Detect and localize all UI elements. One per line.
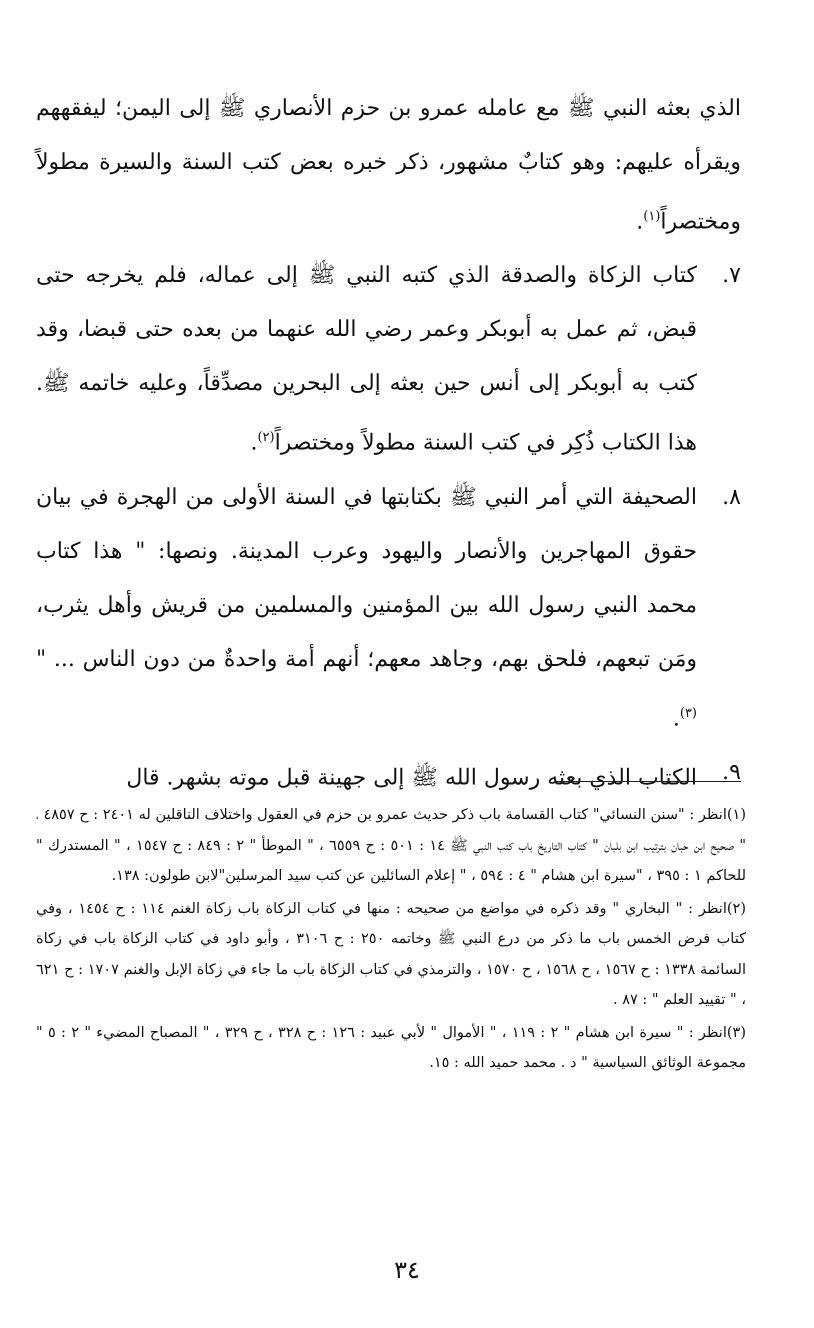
item-body: كتاب الزكاة والصدقة الذي كتبه النبي ﷺ إلى عماله، فلم يخرجه حتى قبض، ثم عمل به أبوبكر وعمر رضي الله عنهما من بعده حتى قبضا، وقد كتب به أبوبكر إلى أنس حين بعثه إلى البحرين مصدِّقاً، وعليه خاتمه ﷺ. هذا الكتاب ذُكِر في كتب السنة مطولاً ومختصراً bbox=[36, 263, 697, 456]
footnotes bbox=[36, 800, 746, 1081]
list-item bbox=[36, 746, 741, 805]
item-number: ٩. bbox=[722, 759, 741, 785]
footnote bbox=[36, 1018, 746, 1079]
list-item bbox=[36, 249, 741, 470]
footnote-text: انظر : "سنن النسائي" كتاب القسامة باب ذكر حديث عمرو بن حزم في العقول واختلاف الناقلين له ٢٤٠١ : ح ٤٨٥٧ ، " صحيح ابن حبان بترتيب ابن بلبان " كتاب التاريخ باب كتب النبي ﷺ ١٤ : ٥٠١ : ح ٦٥٥٩ ، " الموطأ " ٢ : ٨٤٩ : ح ١٥٤٧ ، " المستدرك " للحاكم ١ : ٣٩٥ ، "سيرة ابن هشام " ٤ : ٥٩٤ ، " إعلام السائلين عن كتب سيد المرسلين"لابن طولون: ١٣٨. bbox=[36, 807, 747, 884]
footnote-ref: (١) bbox=[643, 209, 661, 224]
footnote-mark: (٣) bbox=[726, 1024, 746, 1041]
footnote-ref: (٢) bbox=[257, 430, 275, 446]
footnote-mark: (١) bbox=[726, 807, 747, 823]
item-number: ٧. bbox=[722, 263, 741, 289]
intro-text: الذي بعثه النبي ﷺ مع عامله عمرو بن حزم الأنصاري ﷺ إلى اليمن؛ ليفقههم ويقرأه عليهم: وهو كتابٌ مشهور، ذكر خبره بعض كتب السنة والسيرة مطولاً ومختصراً bbox=[36, 96, 741, 235]
footnote-separator bbox=[556, 781, 741, 782]
page-number: ٣٤ bbox=[394, 1256, 420, 1284]
item-text: كتاب الزكاة والصدقة الذي كتبه النبي ﷺ إلى عماله، فلم يخرجه حتى قبض، ثم عمل به أبوبكر وعمر رضي الله عنهما من بعده حتى قبضا، وقد كتب به أبوبكر إلى أنس حين بعثه إلى البحرين مصدِّقاً، وعليه خاتمه ﷺ. هذا الكتاب ذُكِر في كتب السنة مطولاً ومختصراً$^{(٢)}$. bbox=[36, 263, 697, 456]
footnote-ref: (٣) bbox=[679, 705, 697, 721]
footnote bbox=[36, 894, 746, 1016]
item-number: ٨. bbox=[722, 484, 741, 510]
item-body: الكتاب الذي بعثه رسول الله ﷺ إلى جهينة قبل موته بشهر. قال bbox=[126, 765, 697, 791]
footnote-text: انظر : " سيرة ابن هشام " ٢ : ١١٩ ، " الأموال " لأبي عبيد : ١٢٦ : ح ٣٢٨ ، ح ٣٢٩ ، " المصباح المضيء " ٢ : ٥ " مجموعة الوثائق السياسية " د . محمد حميد الله : ١٥. bbox=[36, 1024, 746, 1071]
footnote bbox=[36, 800, 746, 892]
main-text bbox=[36, 82, 741, 805]
item-text bbox=[36, 746, 697, 805]
footnote-text: انظر : " البخاري " وقد ذكره في مواضع من صحيحه : منها في كتاب الزكاة باب زكاة الغنم ١١٤ : ح ١٤٥٤ ، وفي كتاب فرض الخمس باب ما ذكر من درع النبي ﷺ وخاتمه ٢٥٠ : ح ٣١٠٦ ، وأبو داود في كتاب الزكاة باب في زكاة السائمة ١٣٣٨ : ح ١٥٦٧ ، ح ١٥٦٨ ، ح ١٥٧٠ ، والترمذي في كتاب الزكاة باب ما جاء في زكاة الإبل والغنم ١٧٠٧ : ح ٦٢١ ، " تقييد العلم " : ٨٧ . bbox=[36, 900, 746, 1008]
item-text: الصحيفة التي أمر النبي ﷺ بكتابتها في السنة الأولى من الهجرة في بيان حقوق المهاجرين والأنصار واليهود وعرب المدينة. ونصها: " هذا كتاب محمد النبي رسول الله بين المؤمنين والمسلمين من قريش وأهل يثرب، ومَن تبعهم، فلحق بهم، وجاهد معهم؛ أنهم أمة واحدةٌ من دون الناس ... "$^{(٣)}$. bbox=[36, 484, 697, 731]
footnote-mark: (٢) bbox=[726, 900, 746, 917]
item-body: الصحيفة التي أمر النبي ﷺ بكتابتها في السنة الأولى من الهجرة في بيان حقوق المهاجرين والأنصار واليهود وعرب المدينة. ونصها: " هذا كتاب محمد النبي رسول الله بين المؤمنين والمسلمين من قريش وأهل يثرب، ومَن تبعهم، فلحق بهم، وجاهد معهم؛ أنهم أمة واحدةٌ من دون الناس ... " bbox=[36, 484, 697, 672]
intro-paragraph: الذي بعثه النبي ﷺ مع عامله عمرو بن حزم الأنصاري ﷺ إلى اليمن؛ ليفقههم ويقرأه عليهم: وهو كتابٌ مشهور، ذكر خبره بعض كتب السنة والسيرة مطولاً ومختصراً$^{(١)}$. bbox=[36, 96, 741, 235]
list-item bbox=[36, 471, 741, 746]
